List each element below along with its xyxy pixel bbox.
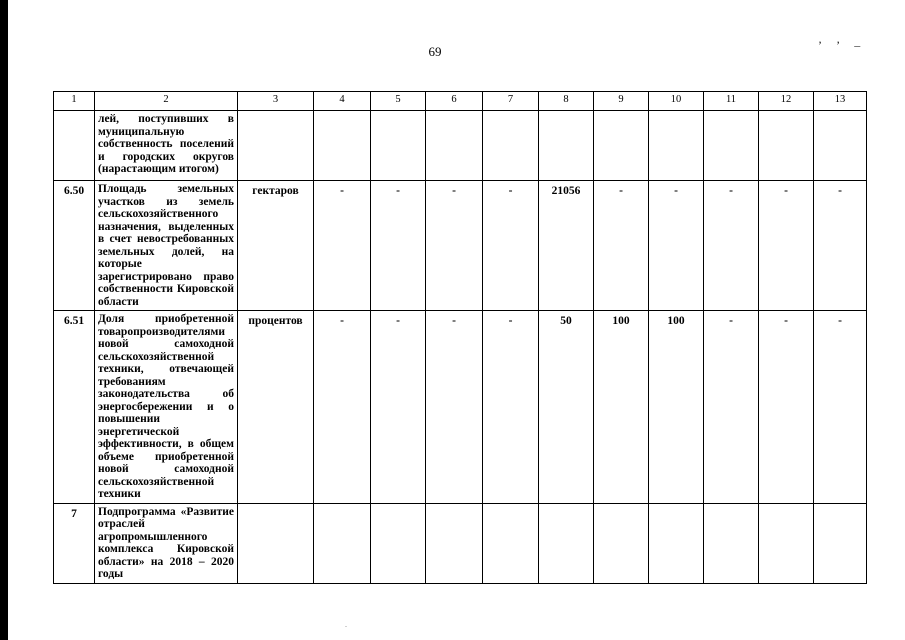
column-header: 1 [54,92,95,111]
indicator-name: Доля приобретенной товаропроизводителями новой самоходной сельскохозяйственной техники, отвечающей требованиям законодательства об энергосбережении и о повышении энергетической эффективности, в общем объеме приобретенной новой самоходной сельскохозяйственной техники [95,311,238,504]
value-cell: - [704,311,759,504]
value-cell: 100 [649,311,704,504]
column-header: 5 [371,92,426,111]
value-cell [426,503,483,583]
indicators-table [53,91,867,584]
row-number: 6.50 [54,181,95,311]
page-number: 69 [428,44,442,59]
column-header: 4 [314,92,371,111]
unit-of-measure [238,111,314,181]
value-cell: - [704,181,759,311]
value-cell [759,503,814,583]
value-cell [649,503,704,583]
value-cell: 100 [594,311,649,504]
value-cell [371,111,426,181]
row-number: 7 [54,503,95,583]
column-header: 8 [539,92,594,111]
scan-edge-bar [0,0,8,640]
scan-speck: . [345,620,347,629]
indicator-name: лей, поступивших в муниципальную собственность поселений и городских округов (нарастающим итогом) [95,111,238,181]
table-row [54,181,867,311]
value-cell: - [314,311,371,504]
column-header: 11 [704,92,759,111]
indicator-name: Площадь земельных участков из земель сельскохозяйственного назначения, выделенных в счет невостребованных земельных долей, на которые зарегистрировано право собственности Кировской области [95,181,238,311]
unit-of-measure: процентов [238,311,314,504]
value-cell [426,111,483,181]
value-cell [539,503,594,583]
value-cell [649,111,704,181]
column-header: 10 [649,92,704,111]
value-cell: - [483,311,539,504]
value-cell: - [759,181,814,311]
row-number: 6.51 [54,311,95,504]
column-header: 12 [759,92,814,111]
value-cell [371,503,426,583]
column-header: 13 [814,92,867,111]
value-cell [483,111,539,181]
value-cell: 50 [539,311,594,504]
value-cell: - [371,311,426,504]
column-header: 9 [594,92,649,111]
table-row [54,311,867,504]
column-header: 7 [483,92,539,111]
value-cell: - [426,181,483,311]
column-header: 6 [426,92,483,111]
corner-marks: ’ ’ – [818,38,867,52]
value-cell: 21056 [539,181,594,311]
value-cell [704,111,759,181]
value-cell [483,503,539,583]
table-body [54,111,867,584]
indicator-name: Подпрограмма «Развитие отраслей агропромышленного комплекса Кировской области» на 2018 – 2020 годы [95,503,238,583]
value-cell: - [426,311,483,504]
value-cell: - [814,311,867,504]
value-cell [594,503,649,583]
table-header [54,92,867,111]
row-number [54,111,95,181]
value-cell: - [371,181,426,311]
value-cell [814,503,867,583]
unit-of-measure [238,503,314,583]
value-cell [539,111,594,181]
value-cell [594,111,649,181]
unit-of-measure: гектаров [238,181,314,311]
value-cell: - [594,181,649,311]
value-cell [814,111,867,181]
value-cell: - [483,181,539,311]
column-header: 2 [95,92,238,111]
value-cell [314,111,371,181]
value-cell [314,503,371,583]
table-row [54,111,867,181]
value-cell: - [649,181,704,311]
value-cell [759,111,814,181]
value-cell: - [814,181,867,311]
value-cell: - [314,181,371,311]
value-cell [704,503,759,583]
table-row [54,503,867,583]
value-cell: - [759,311,814,504]
column-header: 3 [238,92,314,111]
